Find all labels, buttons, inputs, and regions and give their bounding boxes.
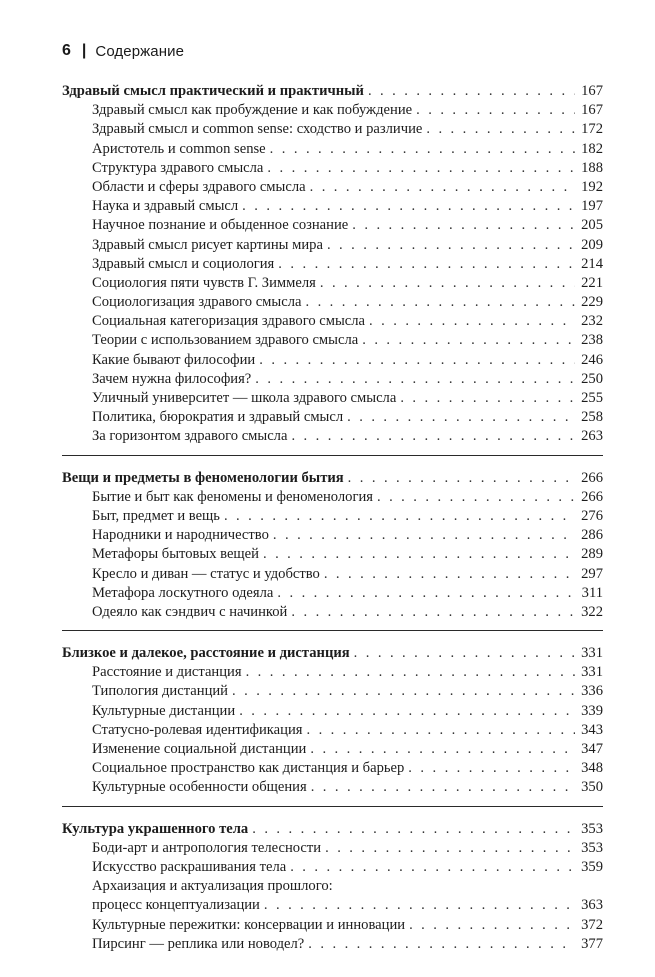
entry-title: Области и сферы здравого смысла (92, 178, 306, 195)
subsection-entry[interactable] (62, 584, 603, 603)
entry-page-number: 258 (581, 409, 603, 426)
dot-leader (306, 721, 575, 740)
entry-title: Искусство раскрашивания тела (92, 858, 287, 875)
entry-title-first-line: Архаизация и актуализация прошлого: (92, 878, 333, 895)
entry-page-number: 348 (581, 760, 603, 777)
chapter-entry[interactable] (62, 820, 603, 839)
entry-page-number: 322 (581, 603, 603, 620)
dot-leader (327, 236, 575, 255)
subsection-entry[interactable] (62, 293, 603, 312)
entry-title: Культурные пережитки: консервации и инновации (92, 916, 406, 933)
entry-title: Статусно-ролевая идентификация (92, 721, 303, 738)
entry-title: Здравый смысл и социология (92, 255, 275, 272)
toc-section (62, 82, 603, 456)
subsection-entry[interactable] (62, 370, 603, 389)
entry-title: Какие бывают философии (92, 351, 256, 368)
entry-title: Расстояние и дистанция (92, 664, 242, 681)
subsection-entry[interactable] (62, 178, 603, 197)
subsection-entry[interactable] (62, 896, 603, 915)
dot-leader (368, 82, 575, 101)
entry-page-number: 353 (581, 839, 603, 856)
dot-leader (347, 408, 575, 427)
entry-page-number: 221 (581, 274, 603, 291)
entry-title: Научное познание и обыденное сознание (92, 217, 349, 234)
entry-title: Метафоры бытовых вещей (92, 546, 259, 563)
entry-title: Кресло и диван — статус и удобство (92, 565, 320, 582)
entry-title: Социальная категоризация здравого смысла (92, 313, 366, 330)
subsection-entry[interactable] (62, 274, 603, 293)
dot-leader (409, 916, 575, 935)
subsection-entry[interactable] (62, 603, 603, 622)
entry-page-number: 372 (581, 916, 603, 933)
entry-page-number: 339 (581, 702, 603, 719)
dot-leader (224, 507, 575, 526)
subsection-entry[interactable] (62, 935, 603, 954)
entry-page-number: 311 (581, 584, 603, 601)
dot-leader (290, 858, 575, 877)
subsection-entry[interactable] (62, 101, 603, 120)
toc-section (62, 644, 603, 807)
subsection-entry[interactable] (62, 427, 603, 446)
dot-leader (259, 351, 575, 370)
entry-title: Зачем нужна философия? (92, 370, 252, 387)
subsection-entry[interactable] (62, 351, 603, 370)
dot-leader (310, 740, 575, 759)
dot-leader (426, 120, 575, 139)
dot-leader (305, 293, 575, 312)
subsection-entry[interactable] (62, 408, 603, 427)
entry-page-number: 246 (581, 351, 603, 368)
dot-leader (325, 839, 575, 858)
dot-leader (263, 545, 575, 564)
chapter-entry[interactable] (62, 82, 603, 101)
subsection-entry[interactable] (62, 702, 603, 721)
dot-leader (246, 663, 575, 682)
subsection-entry[interactable] (62, 759, 603, 778)
entry-title: Быт, предмет и вещь (92, 507, 220, 524)
dot-leader (291, 427, 575, 446)
entry-page-number: 167 (581, 83, 603, 99)
entry-title: Здравый смысл как пробуждение и как побуждение (92, 102, 413, 119)
entry-title: процесс концептуализации (92, 897, 260, 914)
subsection-entry[interactable] (62, 916, 603, 935)
chapter-entry[interactable] (62, 469, 603, 488)
subsection-entry[interactable] (62, 216, 603, 235)
entry-page-number: 188 (581, 159, 603, 176)
subsection-entry[interactable] (62, 858, 603, 877)
entry-title: Культурные особенности общения (92, 779, 307, 796)
page-number: 6 (62, 42, 71, 59)
dot-leader (242, 197, 575, 216)
entry-page-number: 377 (581, 935, 603, 952)
entry-page-number: 331 (581, 645, 603, 662)
header-title: Содержание (95, 42, 185, 60)
subsection-entry[interactable] (62, 488, 603, 507)
subsection-entry[interactable] (62, 565, 603, 584)
entry-page-number: 192 (581, 178, 603, 195)
dot-leader (273, 526, 575, 545)
entry-title: Уличный университет — школа здравого смысла (92, 390, 397, 406)
entry-title: Здравый смысл и common sense: сходство и различие (92, 121, 423, 138)
entry-title: Здравый смысл практический и практичный (62, 83, 364, 99)
entry-title: Изменение социальной дистанции (92, 741, 307, 757)
entry-page-number: 255 (581, 390, 603, 406)
entry-page-number: 197 (581, 198, 603, 215)
entry-page-number: 214 (581, 255, 603, 272)
dot-leader (354, 644, 575, 663)
entry-title: Аристотель и common sense (92, 140, 266, 157)
entry-page-number: 205 (581, 217, 603, 234)
entry-title: Бытие и быт как феномены и феноменология (92, 488, 373, 505)
entry-page-number: 343 (581, 721, 603, 738)
entry-title: Близкое и далекое, расстояние и дистанция (62, 645, 350, 662)
entry-title: Вещи и предметы в феноменологии бытия (62, 469, 344, 486)
subsection-entry[interactable] (62, 312, 603, 331)
entry-title: Культурные дистанции (92, 702, 236, 719)
subsection-entry[interactable] (62, 839, 603, 858)
dot-leader (348, 469, 575, 488)
dot-leader (278, 255, 575, 274)
subsection-entry[interactable] (62, 721, 603, 740)
entry-title: Структура здравого смысла (92, 159, 264, 176)
entry-page-number: 350 (581, 779, 603, 796)
entry-page-number: 353 (581, 820, 603, 837)
dot-leader (267, 159, 575, 178)
subsection-entry[interactable] (62, 140, 603, 159)
dot-leader (324, 565, 575, 584)
entry-page-number: 286 (581, 527, 603, 544)
dot-leader (255, 370, 575, 389)
dot-leader (352, 216, 575, 235)
dot-leader (377, 488, 575, 507)
entry-title: Здравый смысл рисует картины мира (92, 236, 323, 253)
entry-title: Наука и здравый смысл (92, 198, 239, 215)
entry-page-number: 229 (581, 294, 603, 311)
entry-page-number: 266 (581, 469, 603, 486)
running-header (62, 42, 184, 60)
dot-leader (239, 702, 575, 721)
entry-page-number: 238 (581, 332, 603, 349)
subsection-entry[interactable] (62, 778, 603, 797)
entry-title: За горизонтом здравого смысла (92, 428, 288, 445)
dot-leader (291, 603, 575, 622)
table-of-contents (62, 82, 603, 975)
entry-page-number: 359 (581, 858, 603, 875)
dot-leader (252, 820, 575, 839)
dot-leader (311, 778, 575, 797)
subsection-entry[interactable] (62, 120, 603, 139)
subsection-entry[interactable] (62, 331, 603, 350)
header-separator: | (81, 42, 87, 59)
subsection-entry[interactable] (62, 159, 603, 178)
entry-title: Теории с использованием здравого смысла (92, 332, 359, 349)
subsection-entry[interactable] (62, 197, 603, 216)
dot-leader (232, 682, 575, 701)
entry-page-number: 172 (581, 121, 603, 138)
entry-title: Народники и народничество (92, 527, 269, 544)
subsection-entry[interactable] (62, 663, 603, 682)
entry-title: Социологизация здравого смысла (92, 294, 302, 311)
entry-page-number: 209 (581, 236, 603, 253)
entry-page-number: 263 (581, 428, 603, 445)
entry-title: Боди-арт и антропология телесности (92, 839, 322, 856)
entry-title: Социальное пространство как дистанция и барьер (92, 760, 405, 777)
entry-title: Метафора лоскутного одеяла (92, 584, 274, 601)
subsection-entry[interactable] (62, 526, 603, 545)
dot-leader (264, 896, 575, 915)
entry-page-number: 336 (581, 683, 603, 700)
entry-page-number: 250 (581, 370, 603, 387)
dot-leader (362, 331, 575, 350)
entry-page-number: 331 (581, 664, 603, 681)
entry-page-number: 289 (581, 546, 603, 563)
entry-title: Типология дистанций (92, 683, 228, 700)
entry-page-number: 232 (581, 313, 603, 330)
dot-leader (320, 274, 575, 293)
toc-section (62, 469, 603, 632)
dot-leader (270, 140, 575, 159)
dot-leader (416, 101, 575, 120)
subsection-entry[interactable] (62, 255, 603, 274)
dot-leader (408, 759, 575, 778)
toc-section (62, 820, 603, 962)
entry-title: Социология пяти чувств Г. Зиммеля (92, 274, 316, 291)
entry-title: Культура украшенного тела (62, 820, 249, 837)
chapter-entry[interactable] (62, 644, 603, 663)
dot-leader (400, 389, 575, 408)
entry-title: Одеяло как сэндвич с начинкой (92, 603, 288, 620)
subsection-entry[interactable] (62, 740, 603, 759)
dot-leader (308, 935, 575, 954)
subsection-entry[interactable] (62, 682, 603, 701)
subsection-entry[interactable] (62, 389, 603, 408)
entry-title: Пирсинг — реплика или новодел? (92, 935, 305, 952)
entry-page-number: 266 (581, 488, 603, 505)
dot-leader (369, 312, 575, 331)
subsection-entry[interactable] (62, 507, 603, 526)
entry-page-number: 363 (581, 897, 603, 914)
entry-page-number: 347 (581, 741, 603, 757)
entry-page-number: 182 (581, 140, 603, 157)
dot-leader (310, 178, 575, 197)
entry-page-number: 276 (581, 507, 603, 524)
subsection-entry[interactable] (62, 545, 603, 564)
entry-page-number: 297 (581, 565, 603, 582)
subsection-entry[interactable] (62, 236, 603, 255)
entry-page-number: 167 (581, 102, 603, 119)
entry-title: Политика, бюрократия и здравый смысл (92, 409, 344, 426)
dot-leader (277, 584, 575, 603)
